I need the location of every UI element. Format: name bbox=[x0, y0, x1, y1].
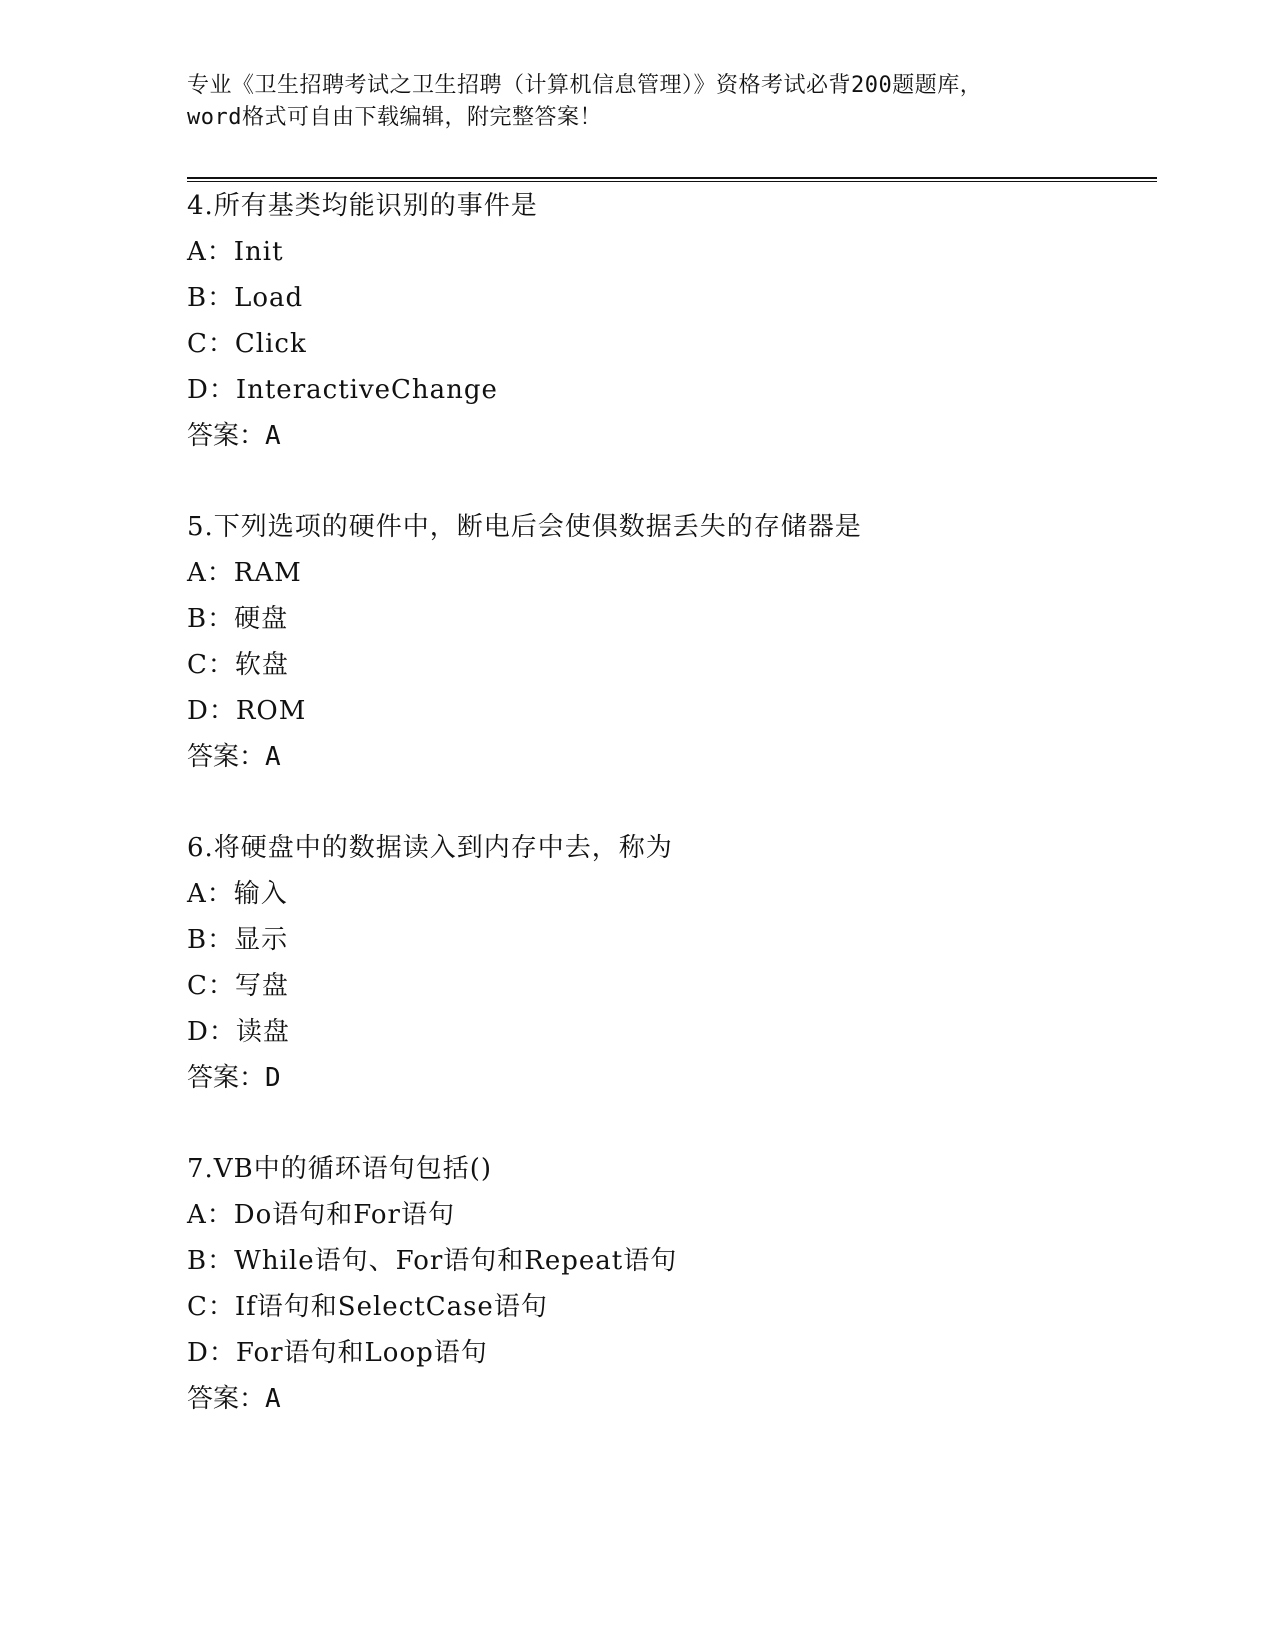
option-a: A：Do语句和For语句 bbox=[187, 1200, 455, 1230]
rule-thin bbox=[187, 181, 1157, 182]
option-d: D：ROM bbox=[187, 696, 307, 726]
answer-label: 答案： bbox=[187, 1384, 266, 1414]
doc-header-line-2: word格式可自由下载编辑，附完整答案！ bbox=[187, 105, 602, 130]
question-stem: 7.VB中的循环语句包括() bbox=[187, 1154, 492, 1184]
option-b: B：显示 bbox=[187, 925, 289, 955]
option-d: D：读盘 bbox=[187, 1017, 290, 1047]
option-c: C：写盘 bbox=[187, 971, 289, 1001]
option-c: C：软盘 bbox=[187, 650, 289, 680]
answer-line bbox=[187, 413, 1157, 459]
answer-label: 答案： bbox=[187, 421, 266, 451]
answer-line bbox=[187, 734, 1157, 780]
option-d: D：For语句和Loop语句 bbox=[187, 1338, 488, 1368]
answer-value: D bbox=[265, 1063, 281, 1093]
question-spacer bbox=[187, 459, 1157, 504]
question-spacer bbox=[187, 1101, 1157, 1146]
question-stem: 6.将硬盘中的数据读入到内存中去，称为 bbox=[187, 833, 673, 863]
answer-line bbox=[187, 1376, 1157, 1422]
option-c: C：Click bbox=[187, 329, 307, 359]
doc-header-line-1: 专业《卫生招聘考试之卫生招聘（计算机信息管理）》资格考试必背200题题库， bbox=[187, 73, 983, 98]
question-stem: 5.下列选项的硬件中，断电后会使俱数据丢失的存储器是 bbox=[187, 512, 862, 542]
option-a: A：RAM bbox=[187, 558, 302, 588]
header-double-rule bbox=[187, 177, 1157, 183]
question-7 bbox=[187, 1146, 1157, 1422]
option-d: D：InteractiveChange bbox=[187, 375, 498, 405]
answer-label: 答案： bbox=[187, 742, 266, 772]
question-stem: 4.所有基类均能识别的事件是 bbox=[187, 191, 538, 221]
document-page bbox=[187, 70, 1157, 1422]
question-6 bbox=[187, 825, 1157, 1101]
answer-value: A bbox=[265, 742, 281, 772]
question-5 bbox=[187, 504, 1157, 780]
rule-thick bbox=[187, 177, 1157, 179]
answer-line bbox=[187, 1055, 1157, 1101]
option-c: C：If语句和SelectCase语句 bbox=[187, 1292, 548, 1322]
option-b: B：While语句、For语句和Repeat语句 bbox=[187, 1246, 678, 1276]
option-b: B：Load bbox=[187, 283, 304, 313]
question-spacer bbox=[187, 780, 1157, 825]
option-b: B：硬盘 bbox=[187, 604, 289, 634]
option-a: A：Init bbox=[187, 237, 284, 267]
answer-value: A bbox=[265, 421, 281, 451]
question-4 bbox=[187, 183, 1157, 459]
answer-value: A bbox=[265, 1384, 281, 1414]
option-a: A：输入 bbox=[187, 879, 288, 909]
answer-label: 答案： bbox=[187, 1063, 266, 1093]
